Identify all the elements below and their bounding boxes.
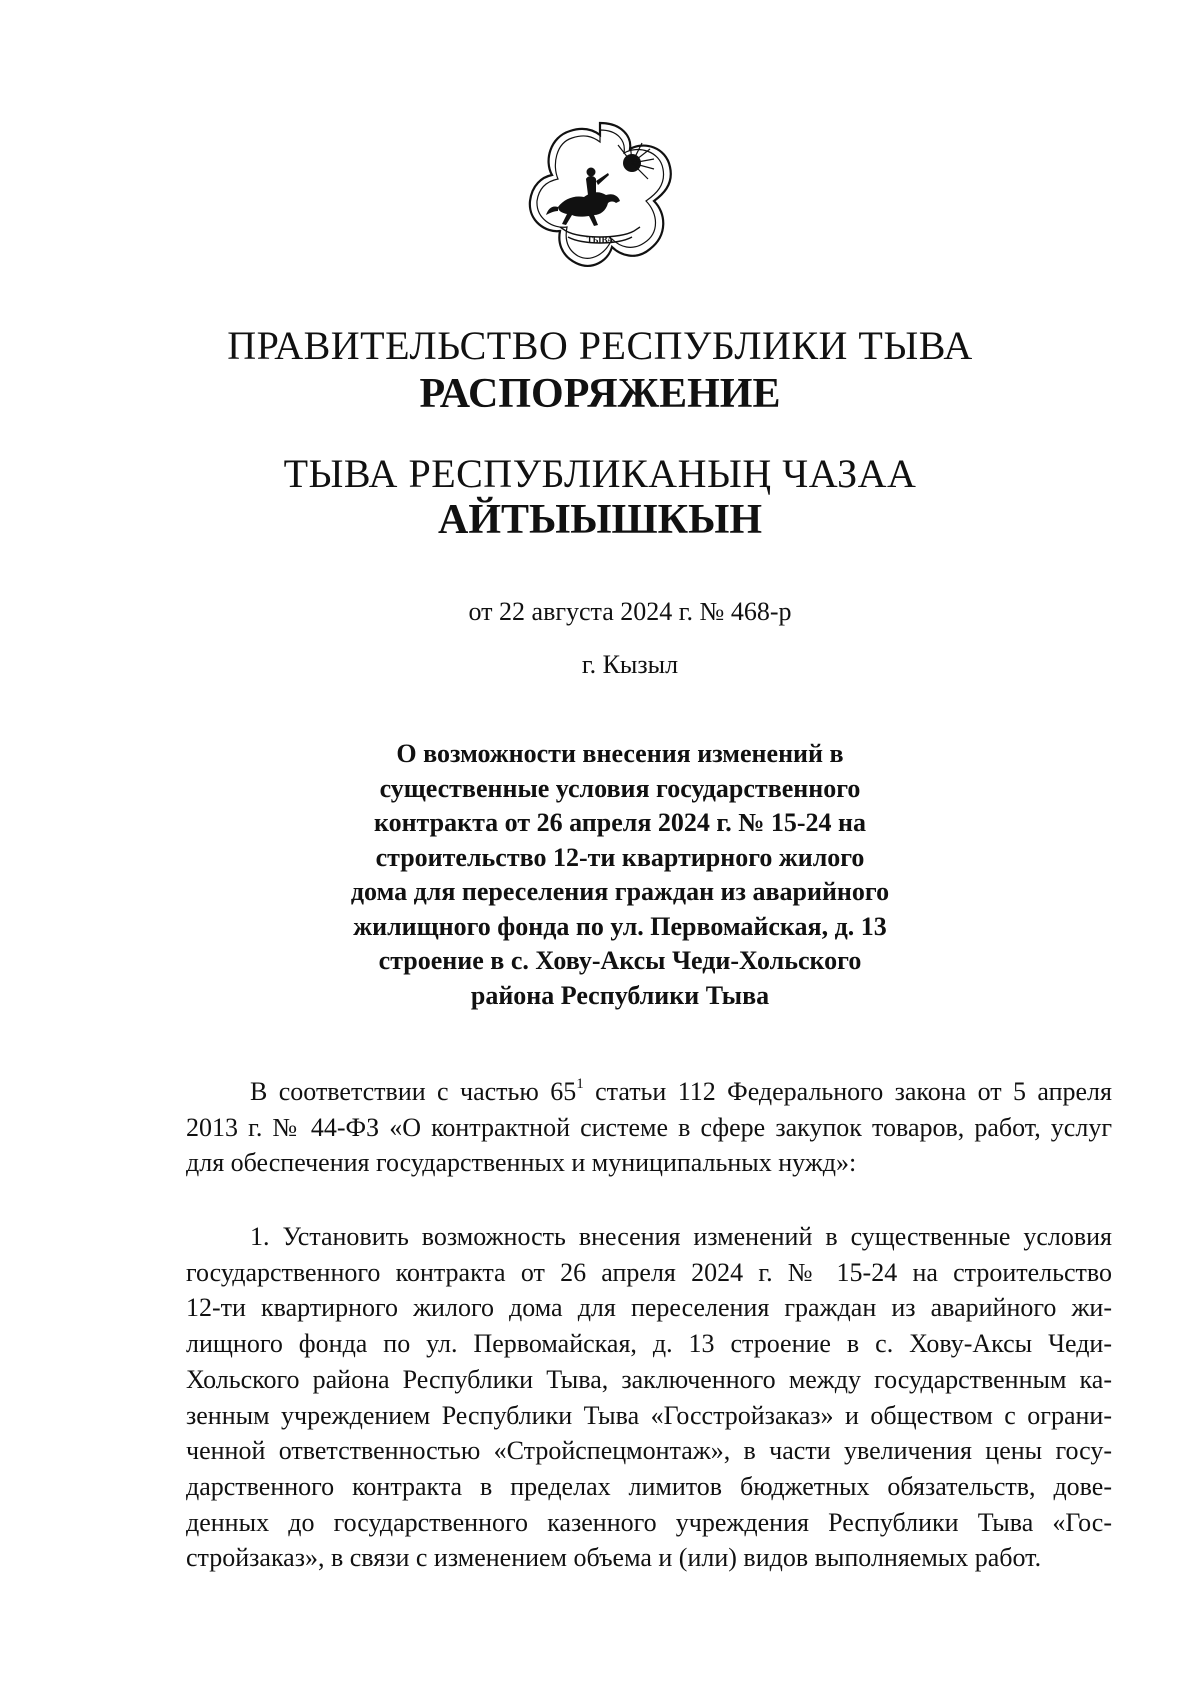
preamble-line — [186, 1074, 1112, 1110]
item-line: лищного фонда по ул. Первомайская, д. 13 строение в с. Хову-Аксы Чеди- — [186, 1329, 1112, 1359]
title-line: существенные условия государственного — [379, 773, 861, 803]
item-line: ченной ответственностью «Стройспецмонтаж», в части увеличения цены госу- — [186, 1436, 1112, 1466]
emblem-label: ТЫВА — [586, 235, 614, 245]
document-city: г. Кызыл — [581, 650, 679, 679]
title-line: дома для переселения граждан из аварийного — [350, 877, 890, 906]
title-line: района Республики Тыва — [470, 980, 770, 1010]
item-1-paragraph — [186, 1219, 1112, 1576]
preamble-text: статьи 112 Федерального закона от 5 апреля — [583, 1077, 1112, 1106]
title-line: жилищного фонда по ул. Первомайская, д. 13 — [353, 911, 887, 941]
preamble-line: для обеспечения государственных и муниципальных нужд»: — [186, 1148, 857, 1178]
title-line: строительство 12-ти квартирного жилого — [375, 842, 865, 872]
item-line: стройзаказ», в связи с изменением объема и (или) видов выполняемых работ. — [186, 1543, 1042, 1573]
government-name-tuvan: ТЫВА РЕСПУБЛИКАНЫҢ ЧАЗАА — [283, 451, 917, 496]
government-name-russian: ПРАВИТЕЛЬСТВО РЕСПУБЛИКИ ТЫВА — [227, 323, 973, 368]
document-type-tuvan: АЙТЫЫШКЫН — [438, 497, 762, 543]
item-line: зенным учреждением Республики Тыва «Госстройзаказ» и обществом с ограни- — [186, 1400, 1112, 1430]
tuva-emblem-icon — [520, 115, 680, 275]
preamble-paragraph — [186, 1074, 1112, 1181]
title-line: контракта от 26 апреля 2024 г. № 15-24 на — [373, 808, 867, 837]
document-type-russian: РАСПОРЯЖЕНИЕ — [419, 371, 781, 417]
item-line: Хольского района Республики Тыва, заключенного между государственным ка- — [186, 1364, 1112, 1394]
preamble-text: В соответствии с частью 65 — [250, 1077, 577, 1106]
superscript: 1 — [576, 1076, 584, 1092]
item-line: 1. Установить возможность внесения изменений в существенные условия — [250, 1222, 1112, 1251]
item-line: денных до государственного казенного учреждения Республики Тыва «Гос- — [186, 1507, 1112, 1537]
preamble-line: 2013 г. № 44-ФЗ «О контрактной системе в сфере закупок товаров, работ, услуг — [186, 1112, 1112, 1142]
item-line: дарственного контракта в пределах лимитов бюджетных обязательств, дове- — [186, 1471, 1112, 1501]
document-date-number: от 22 августа 2024 г. № 468-р — [468, 597, 792, 626]
item-line: государственного контракта от 26 апреля 2024 г. № 15-24 на строительство — [186, 1257, 1112, 1287]
document-title — [300, 737, 940, 1013]
title-line: О возможности внесения изменений в — [396, 739, 844, 768]
item-line: 12-ти квартирного жилого дома для переселения граждан из аварийного жи- — [186, 1293, 1112, 1323]
title-line: строение в с. Хову-Аксы Чеди-Хольского — [378, 946, 862, 975]
